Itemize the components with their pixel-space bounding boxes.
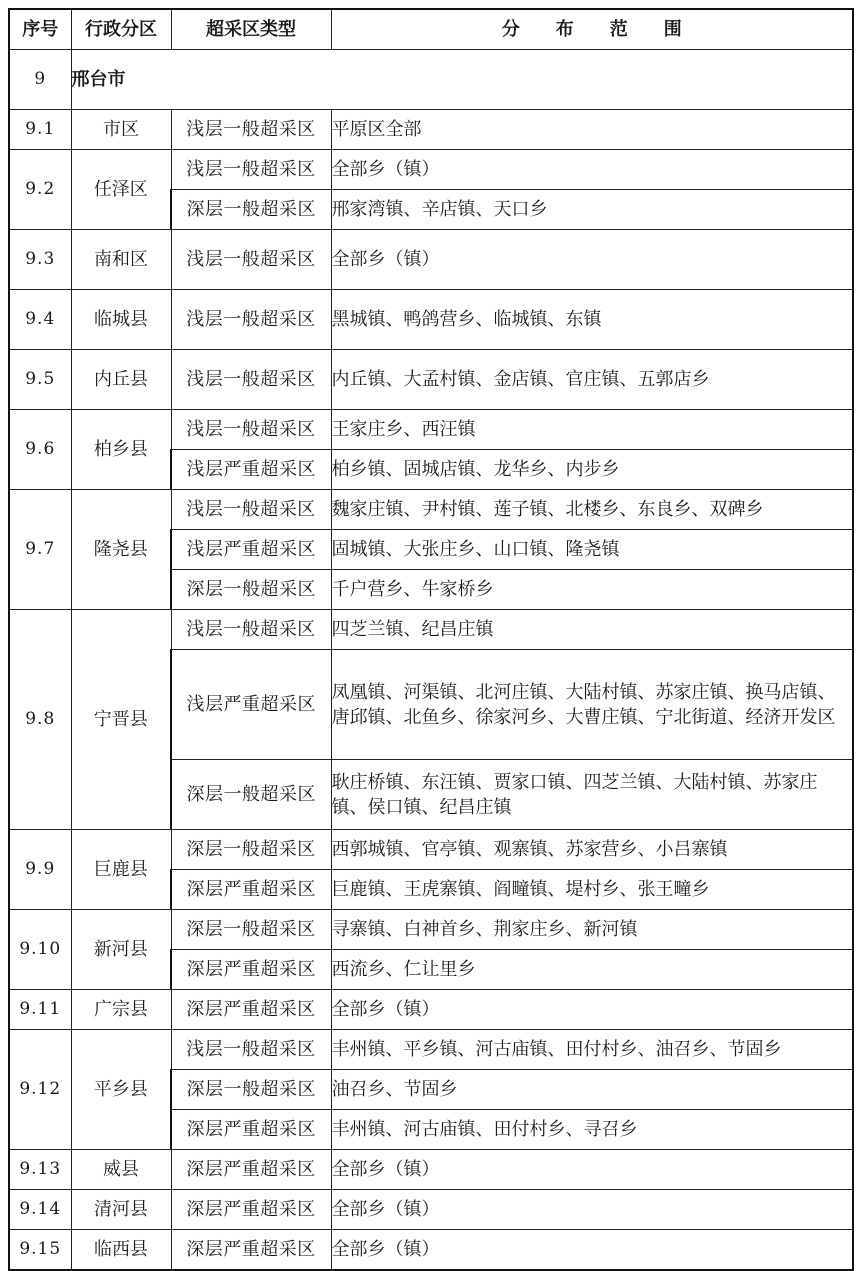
row-type: 浅层一般超采区: [171, 150, 331, 190]
table-row: [9, 110, 853, 150]
row-type: 深层一般超采区: [171, 910, 331, 950]
row-type: 深层严重超采区: [171, 990, 331, 1030]
row-district: 威县: [71, 1150, 171, 1190]
table-row: [9, 1030, 853, 1070]
row-seq: 9.4: [9, 290, 71, 350]
row-seq: 9.3: [9, 230, 71, 290]
row-district: 广宗县: [71, 990, 171, 1030]
table-row: [9, 490, 853, 530]
city-seq: 9: [9, 50, 71, 110]
row-type: 深层一般超采区: [171, 760, 331, 830]
row-range: 全部乡（镇）: [331, 1190, 853, 1230]
row-range: 魏家庄镇、尹村镇、莲子镇、北楼乡、东良乡、双碑乡: [331, 490, 853, 530]
row-district: 南和区: [71, 230, 171, 290]
row-district: 内丘县: [71, 350, 171, 410]
row-type: 浅层一般超采区: [171, 1030, 331, 1070]
row-type: 深层严重超采区: [171, 870, 331, 910]
row-district: 临城县: [71, 290, 171, 350]
row-range: 油召乡、节固乡: [331, 1070, 853, 1110]
row-type: 浅层严重超采区: [171, 650, 331, 760]
row-type: 浅层一般超采区: [171, 490, 331, 530]
table-row: [9, 230, 853, 290]
row-range: 平原区全部: [331, 110, 853, 150]
row-range: 全部乡（镇）: [331, 990, 853, 1030]
row-range: 全部乡（镇）: [331, 1150, 853, 1190]
row-type: 浅层一般超采区: [171, 290, 331, 350]
row-type: 浅层一般超采区: [171, 230, 331, 290]
row-type: 深层严重超采区: [171, 1230, 331, 1271]
city-name: 邢台市: [71, 50, 853, 110]
row-range: 邢家湾镇、辛店镇、天口乡: [331, 190, 853, 230]
row-seq: 9.8: [9, 610, 71, 830]
header-district: 行政分区: [71, 9, 171, 50]
row-type: 浅层一般超采区: [171, 350, 331, 410]
table-row: [9, 150, 853, 190]
table-row: [9, 990, 853, 1030]
row-type: 深层一般超采区: [171, 1070, 331, 1110]
row-type: 浅层严重超采区: [171, 450, 331, 490]
header-type: 超采区类型: [171, 9, 331, 50]
row-type: 深层严重超采区: [171, 1190, 331, 1230]
row-district: 新河县: [71, 910, 171, 990]
row-district: 任泽区: [71, 150, 171, 230]
row-range: 丰州镇、平乡镇、河古庙镇、田付村乡、油召乡、节固乡: [331, 1030, 853, 1070]
row-range: 西郭城镇、官亭镇、观寨镇、苏家营乡、小吕寨镇: [331, 830, 853, 870]
row-type: 深层一般超采区: [171, 190, 331, 230]
row-range: 固城镇、大张庄乡、山口镇、隆尧镇: [331, 530, 853, 570]
table-row: [9, 350, 853, 410]
row-type: 深层一般超采区: [171, 570, 331, 610]
row-range: 全部乡（镇）: [331, 230, 853, 290]
row-type: 浅层严重超采区: [171, 530, 331, 570]
row-range: 内丘镇、大孟村镇、金店镇、官庄镇、五郭店乡: [331, 350, 853, 410]
row-seq: 9.5: [9, 350, 71, 410]
table-row: [9, 610, 853, 650]
row-district: 平乡县: [71, 1030, 171, 1150]
row-seq: 9.7: [9, 490, 71, 610]
row-range: 全部乡（镇）: [331, 150, 853, 190]
row-district: 巨鹿县: [71, 830, 171, 910]
table-row: [9, 410, 853, 450]
row-seq: 9.2: [9, 150, 71, 230]
row-type: 深层严重超采区: [171, 950, 331, 990]
header-seq: 序号: [9, 9, 71, 50]
row-seq: 9.15: [9, 1230, 71, 1271]
city-row: [9, 50, 853, 110]
overdraft-zone-table: [8, 8, 854, 1271]
table-body: [9, 50, 853, 1271]
table-row: [9, 910, 853, 950]
table-row: [9, 1230, 853, 1271]
row-range: 凤凰镇、河渠镇、北河庄镇、大陆村镇、苏家庄镇、换马店镇、唐邱镇、北鱼乡、徐家河乡、大曹庄镇、宁北街道、经济开发区: [331, 650, 853, 760]
row-type: 深层严重超采区: [171, 1110, 331, 1150]
row-range: 四芝兰镇、纪昌庄镇: [331, 610, 853, 650]
row-seq: 9.6: [9, 410, 71, 490]
header-row: [9, 9, 853, 50]
row-district: 清河县: [71, 1190, 171, 1230]
row-district: 市区: [71, 110, 171, 150]
row-range: 柏乡镇、固城店镇、龙华乡、内步乡: [331, 450, 853, 490]
row-seq: 9.11: [9, 990, 71, 1030]
row-range: 王家庄乡、西汪镇: [331, 410, 853, 450]
row-type: 浅层一般超采区: [171, 610, 331, 650]
table-wrapper: [8, 8, 854, 1271]
row-range: 寻寨镇、白神首乡、荆家庄乡、新河镇: [331, 910, 853, 950]
row-seq: 9.10: [9, 910, 71, 990]
row-seq: 9.1: [9, 110, 71, 150]
header-range: 分布范围: [331, 9, 853, 50]
row-range: 西流乡、仁让里乡: [331, 950, 853, 990]
row-seq: 9.9: [9, 830, 71, 910]
table-row: [9, 1190, 853, 1230]
table-row: [9, 830, 853, 870]
row-seq: 9.12: [9, 1030, 71, 1150]
row-type: 浅层一般超采区: [171, 110, 331, 150]
row-seq: 9.14: [9, 1190, 71, 1230]
row-type: 深层严重超采区: [171, 1150, 331, 1190]
row-district: 柏乡县: [71, 410, 171, 490]
row-district: 隆尧县: [71, 490, 171, 610]
row-range: 黑城镇、鸭鸽营乡、临城镇、东镇: [331, 290, 853, 350]
row-type: 深层一般超采区: [171, 830, 331, 870]
row-range: 千户营乡、牛家桥乡: [331, 570, 853, 610]
table-row: [9, 1150, 853, 1190]
row-range: 全部乡（镇）: [331, 1230, 853, 1271]
row-range: 丰州镇、河古庙镇、田付村乡、寻召乡: [331, 1110, 853, 1150]
row-district: 临西县: [71, 1230, 171, 1271]
row-district: 宁晋县: [71, 610, 171, 830]
row-type: 浅层一般超采区: [171, 410, 331, 450]
row-seq: 9.13: [9, 1150, 71, 1190]
row-range: 耿庄桥镇、东汪镇、贾家口镇、四芝兰镇、大陆村镇、苏家庄镇、侯口镇、纪昌庄镇: [331, 760, 853, 830]
table-row: [9, 290, 853, 350]
row-range: 巨鹿镇、王虎寨镇、阎疃镇、堤村乡、张王疃乡: [331, 870, 853, 910]
